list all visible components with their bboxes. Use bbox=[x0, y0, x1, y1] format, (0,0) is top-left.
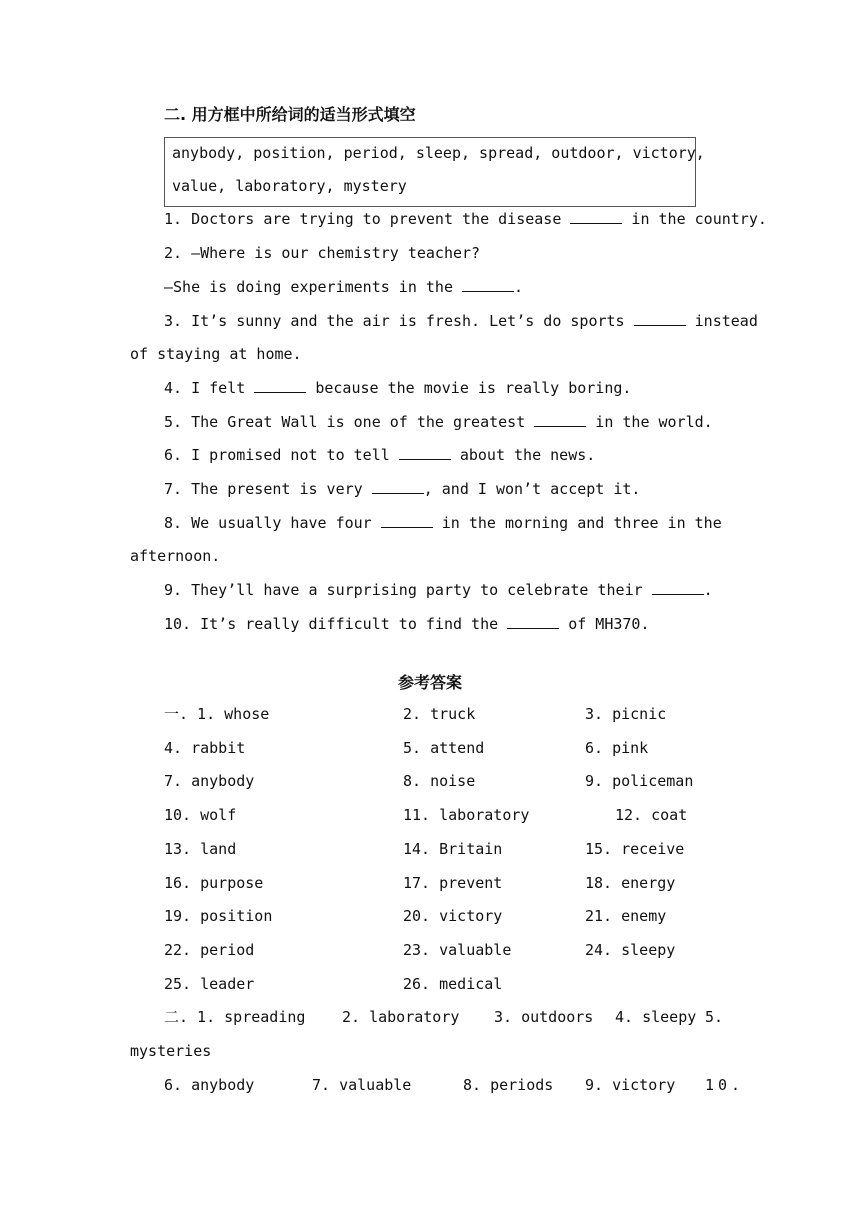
question-8-continued: afternoon. bbox=[130, 547, 221, 565]
question-9-text: 9. They’ll have a surprising party to celebrate their bbox=[164, 581, 652, 599]
answers-title: 参考答案 bbox=[397, 673, 462, 692]
answer-item: 8. noise bbox=[403, 772, 476, 790]
question-4-text-end: because the movie is really boring. bbox=[306, 379, 632, 397]
question-2-answer-line bbox=[164, 278, 523, 296]
question-8 bbox=[164, 514, 722, 532]
question-3 bbox=[164, 312, 758, 330]
answer-item: 5. bbox=[705, 1008, 724, 1026]
word-box-line-2: value, laboratory, mystery bbox=[172, 177, 407, 195]
question-3-text-end: instead bbox=[685, 312, 758, 330]
answer-blank bbox=[534, 413, 586, 427]
answer-item: 23. valuable bbox=[403, 941, 512, 959]
question-1-text: 1. Doctors are trying to prevent the disease bbox=[164, 210, 571, 228]
word-box bbox=[164, 137, 705, 207]
answer-item: 6. pink bbox=[585, 739, 649, 757]
answer-item: 9. victory bbox=[585, 1076, 676, 1094]
question-6 bbox=[164, 446, 595, 464]
answer-item: 21. enemy bbox=[585, 907, 667, 925]
question-8-text-end: in the morning and three in the bbox=[432, 514, 722, 532]
question-10-text-end: of MH370. bbox=[559, 615, 650, 633]
question-1-text-end: in the country. bbox=[622, 210, 767, 228]
answer-item: 二. 1. spreading bbox=[164, 1008, 306, 1026]
answer-blank bbox=[399, 446, 451, 460]
answer-item: 4. sleepy bbox=[615, 1008, 697, 1026]
answer-blank bbox=[634, 312, 686, 326]
question-5-text: 5. The Great Wall is one of the greatest bbox=[164, 413, 535, 431]
question-6-text-end: about the news. bbox=[450, 446, 596, 464]
question-8-text: 8. We usually have four bbox=[164, 514, 381, 532]
word-box-line-1: anybody, position, period, sleep, spread, outdoor, victory, bbox=[172, 144, 705, 162]
answer-blank bbox=[381, 514, 433, 528]
question-9 bbox=[164, 581, 713, 599]
question-4 bbox=[164, 379, 631, 397]
answer-item: 6. anybody bbox=[164, 1076, 255, 1094]
question-2-answer-text: —She is doing experiments in the bbox=[164, 278, 463, 296]
answer-item: 10. bbox=[705, 1076, 745, 1094]
question-10 bbox=[164, 615, 649, 633]
question-10-text: 10. It’s really difficult to find the bbox=[164, 615, 508, 633]
answer-item: 7. anybody bbox=[164, 772, 255, 790]
answer-item: 12. coat bbox=[615, 806, 688, 824]
answer-item: 15. receive bbox=[585, 840, 685, 858]
answer-blank bbox=[254, 379, 306, 393]
answer-item: 11. laboratory bbox=[403, 806, 530, 824]
question-3-continued: of staying at home. bbox=[130, 345, 302, 363]
answer-item: 5. attend bbox=[403, 739, 485, 757]
answer-item: 4. rabbit bbox=[164, 739, 246, 757]
question-5 bbox=[164, 413, 713, 431]
question-4-text: 4. I felt bbox=[164, 379, 255, 397]
answer-item: 13. land bbox=[164, 840, 237, 858]
answer-item: 2. laboratory bbox=[342, 1008, 460, 1026]
answer-item: 10. wolf bbox=[164, 806, 237, 824]
answer-item: 3. outdoors bbox=[494, 1008, 594, 1026]
answer-item: 20. victory bbox=[403, 907, 503, 925]
answer-blank bbox=[570, 210, 622, 224]
answer-item: 2. truck bbox=[403, 705, 476, 723]
question-7-text-end: , and I won’t accept it. bbox=[423, 480, 641, 498]
section-heading: 二. 用方框中所给词的适当形式填空 bbox=[164, 105, 416, 124]
answer-item: 26. medical bbox=[403, 975, 503, 993]
answer-item: 18. energy bbox=[585, 874, 676, 892]
answer-item: 25. leader bbox=[164, 975, 255, 993]
answer-item: 14. Britain bbox=[403, 840, 503, 858]
answer-blank bbox=[652, 581, 704, 595]
answer-item-continued: mysteries bbox=[130, 1042, 212, 1060]
question-6-text: 6. I promised not to tell bbox=[164, 446, 399, 464]
answer-blank bbox=[462, 278, 514, 292]
answer-item: 7. valuable bbox=[312, 1076, 412, 1094]
question-2-answer-end: . bbox=[514, 278, 524, 296]
answer-item: 16. purpose bbox=[164, 874, 264, 892]
answer-item: 3. picnic bbox=[585, 705, 667, 723]
answer-item: 19. position bbox=[164, 907, 273, 925]
question-5-text-end: in the world. bbox=[586, 413, 713, 431]
answer-item: 9. policeman bbox=[585, 772, 694, 790]
answer-item: 一. 1. whose bbox=[164, 705, 270, 723]
answer-blank bbox=[372, 480, 424, 494]
question-3-text: 3. It’s sunny and the air is fresh. Let’s do sports bbox=[164, 312, 634, 330]
answer-item: 17. prevent bbox=[403, 874, 503, 892]
answer-item: 24. sleepy bbox=[585, 941, 676, 959]
answer-item: 22. period bbox=[164, 941, 255, 959]
question-2: 2. —Where is our chemistry teacher? bbox=[164, 244, 481, 262]
question-1 bbox=[164, 210, 767, 228]
question-9-text-end: . bbox=[703, 581, 713, 599]
answer-blank bbox=[507, 615, 559, 629]
question-7-text: 7. The present is very bbox=[164, 480, 372, 498]
question-7 bbox=[164, 480, 640, 498]
answer-item: 8. periods bbox=[463, 1076, 554, 1094]
